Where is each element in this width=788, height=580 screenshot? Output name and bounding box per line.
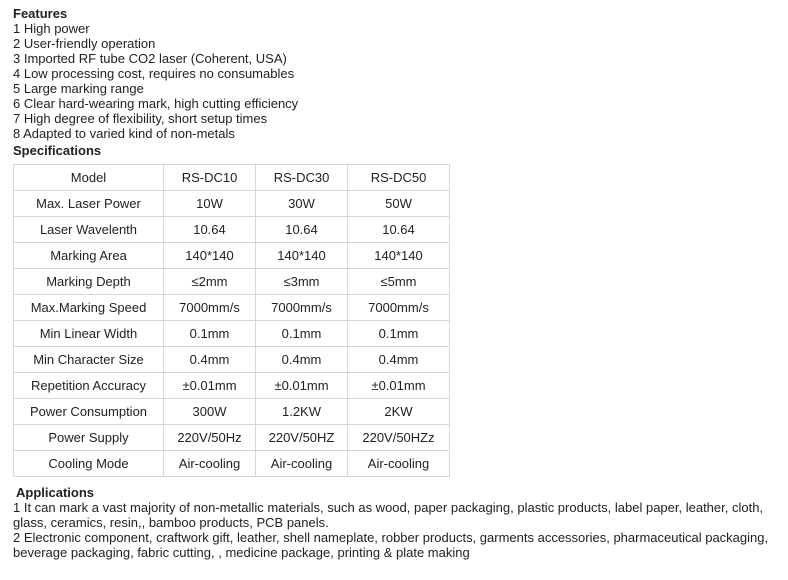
feature-item: 8 Adapted to varied kind of non-metals (13, 126, 235, 141)
spec-value-cell: 10.64 (164, 217, 256, 243)
table-row (14, 373, 450, 399)
spec-label-cell: Power Supply (14, 425, 164, 451)
feature-item: 5 Large marking range (13, 81, 144, 96)
application-item: 2 Electronic component, craftwork gift, leather, shell nameplate, robber products, garments accessories, pharmaceutical packaging, beverage packaging, fabric cutting, , medicine package, printing & plate making (13, 530, 769, 560)
spec-value-cell: 1.2KW (256, 399, 348, 425)
spec-value-cell: Air-cooling (164, 451, 256, 477)
table-row (14, 295, 450, 321)
spec-value-cell: 0.1mm (164, 321, 256, 347)
table-row (14, 347, 450, 373)
specifications-table (13, 164, 450, 477)
specifications-table-body (14, 165, 450, 477)
spec-label-cell: Laser Wavelenth (14, 217, 164, 243)
table-row (14, 399, 450, 425)
feature-item: 6 Clear hard-wearing mark, high cutting efficiency (13, 96, 299, 111)
table-row (14, 425, 450, 451)
table-row (14, 191, 450, 217)
spec-value-cell: 0.1mm (256, 321, 348, 347)
feature-item: 2 User-friendly operation (13, 36, 156, 51)
spec-value-cell: 7000mm/s (348, 295, 450, 321)
spec-label-cell: Model (14, 165, 164, 191)
spec-value-cell: 0.4mm (256, 347, 348, 373)
table-row (14, 451, 450, 477)
feature-item: 3 Imported RF tube CO2 laser (Coherent, USA) (13, 51, 287, 66)
product-description (13, 6, 783, 560)
spec-label-cell: Min Linear Width (14, 321, 164, 347)
application-item: 1 It can mark a vast majority of non-metallic materials, such as wood, paper packaging, plastic products, label paper, leather, cloth, glass, ceramics, resin,, bamboo products, PCB panels. (13, 500, 764, 530)
spec-value-cell: ±0.01mm (164, 373, 256, 399)
features-heading: Features (13, 6, 68, 21)
spec-value-cell: 220V/50Hz (164, 425, 256, 451)
spec-value-cell: 220V/50HZ (256, 425, 348, 451)
table-row (14, 165, 450, 191)
feature-item: 7 High degree of flexibility, short setup times (13, 111, 268, 126)
spec-value-cell: 140*140 (348, 243, 450, 269)
spec-value-cell: 30W (256, 191, 348, 217)
spec-value-cell: ≤2mm (164, 269, 256, 295)
spec-value-cell: Air-cooling (256, 451, 348, 477)
spec-value-cell: RS-DC30 (256, 165, 348, 191)
spec-label-cell: Power Consumption (14, 399, 164, 425)
features-list (13, 21, 783, 141)
spec-value-cell: 300W (164, 399, 256, 425)
spec-value-cell: 0.4mm (164, 347, 256, 373)
spec-value-cell: 10W (164, 191, 256, 217)
table-row (14, 217, 450, 243)
spec-value-cell: RS-DC10 (164, 165, 256, 191)
spec-value-cell: ≤3mm (256, 269, 348, 295)
spec-label-cell: Marking Depth (14, 269, 164, 295)
spec-label-cell: Min Character Size (14, 347, 164, 373)
spec-value-cell: 0.1mm (348, 321, 450, 347)
spec-value-cell: ±0.01mm (256, 373, 348, 399)
spec-value-cell: 140*140 (256, 243, 348, 269)
spec-label-cell: Repetition Accuracy (14, 373, 164, 399)
spec-label-cell: Max. Laser Power (14, 191, 164, 217)
spec-value-cell: ≤5mm (348, 269, 450, 295)
spec-label-cell: Cooling Mode (14, 451, 164, 477)
spec-value-cell: 7000mm/s (256, 295, 348, 321)
spec-value-cell: 10.64 (348, 217, 450, 243)
feature-item: 1 High power (13, 21, 90, 36)
table-row (14, 243, 450, 269)
spec-label-cell: Max.Marking Speed (14, 295, 164, 321)
feature-item: 4 Low processing cost, requires no consumables (13, 66, 295, 81)
spec-value-cell: 7000mm/s (164, 295, 256, 321)
table-row (14, 269, 450, 295)
spec-value-cell: 50W (348, 191, 450, 217)
spec-value-cell: 220V/50HZz (348, 425, 450, 451)
specifications-heading: Specifications (13, 143, 102, 158)
spec-value-cell: Air-cooling (348, 451, 450, 477)
applications-heading: Applications (16, 485, 95, 500)
spec-value-cell: 140*140 (164, 243, 256, 269)
spec-label-cell: Marking Area (14, 243, 164, 269)
spec-value-cell: RS-DC50 (348, 165, 450, 191)
table-row (14, 321, 450, 347)
spec-value-cell: 0.4mm (348, 347, 450, 373)
applications-list (13, 500, 783, 560)
spec-value-cell: 2KW (348, 399, 450, 425)
spec-value-cell: 10.64 (256, 217, 348, 243)
spec-value-cell: ±0.01mm (348, 373, 450, 399)
